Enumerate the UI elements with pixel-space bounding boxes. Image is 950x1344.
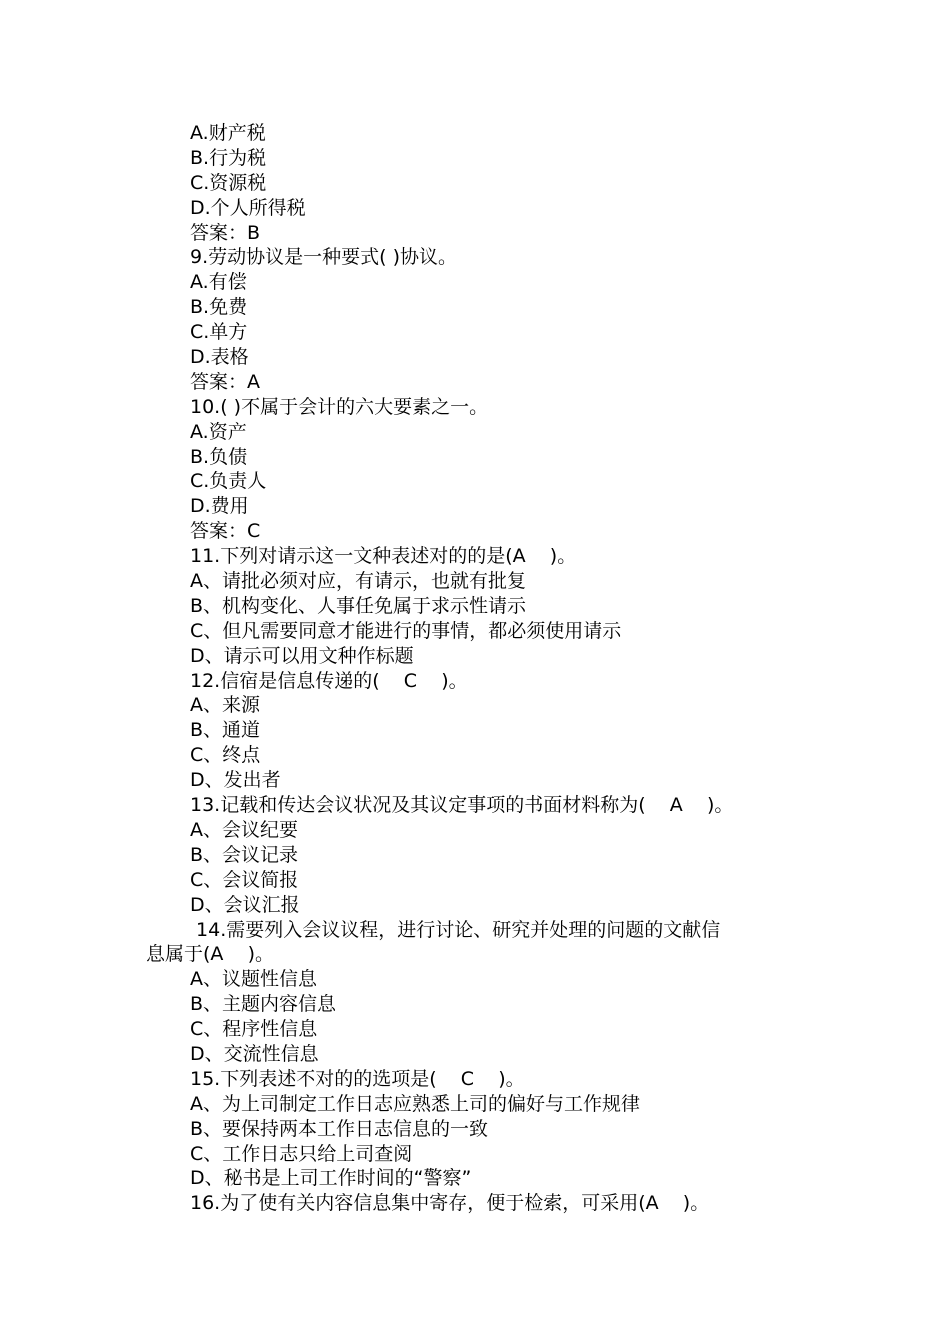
question-12: 12.信宿是信息传递的( C )。	[190, 669, 468, 692]
option-line: B、机构变化、人事任免属于求示性请示	[190, 594, 527, 617]
question-9: 9.劳动协议是一种要式( )协议。	[190, 246, 457, 269]
option-line: D、发出者	[190, 769, 281, 792]
option-line: C、程序性信息	[190, 1018, 318, 1041]
option-line: B.行为税	[190, 146, 267, 169]
option-line: D.个人所得税	[190, 196, 306, 219]
option-line: B、通道	[190, 719, 261, 742]
question-14-line-2: 息属于(A )。	[146, 943, 274, 966]
option-line: A、会议纪要	[190, 818, 298, 841]
option-line: C、工作日志只给上司查阅	[190, 1142, 413, 1165]
option-line: C、终点	[190, 744, 261, 767]
option-line: C、但凡需要同意才能进行的事情，都必须使用请示	[190, 619, 622, 642]
answer-line: 答案：C	[190, 520, 261, 543]
question-14	[146, 918, 810, 968]
option-line: B.免费	[190, 296, 248, 319]
option-line: B、主题内容信息	[190, 993, 337, 1016]
option-line: C.资源税	[190, 171, 267, 194]
option-line: A、议题性信息	[190, 968, 317, 991]
option-line: A.资产	[190, 420, 247, 443]
question-15: 15.下列表述不对的的选项是( C )。	[190, 1067, 525, 1090]
option-line: D、请示可以用文种作标题	[190, 644, 414, 667]
option-line: B、要保持两本工作日志信息的一致	[190, 1117, 489, 1140]
option-line: A、为上司制定工作日志应熟悉上司的偏好与工作规律	[190, 1092, 640, 1115]
option-line: D.费用	[190, 495, 249, 518]
option-line: B、会议记录	[190, 843, 299, 866]
document-body	[146, 121, 810, 1216]
option-line: A、请批必须对应，有请示，也就有批复	[190, 570, 526, 593]
answer-line: 答案：A	[190, 370, 260, 393]
option-line: B.负债	[190, 445, 248, 468]
question-13: 13.记载和传达会议状况及其议定事项的书面材料称为( A )。	[190, 794, 734, 817]
option-line: D.表格	[190, 346, 249, 369]
option-line: A.有偿	[190, 271, 247, 294]
option-line: C.负责人	[190, 470, 267, 493]
answer-line: 答案：B	[190, 221, 261, 244]
question-10: 10.( )不属于会计的六大要素之一。	[190, 395, 489, 418]
option-line: A.财产税	[190, 122, 266, 144]
question-14-line-1: 14.需要列入会议议程，进行讨论、研究并处理的问题的文献信	[190, 918, 721, 941]
question-16: 16.为了使有关内容信息集中寄存，便于检索，可采用(A )。	[190, 1192, 710, 1215]
question-11: 11.下列对请示这一文种表述对的的是(A )。	[190, 545, 577, 568]
option-line: A、来源	[190, 694, 260, 717]
option-line: D、秘书是上司工作时间的“警察”	[190, 1167, 472, 1190]
option-line: D、交流性信息	[190, 1042, 319, 1065]
option-line: D、会议汇报	[190, 893, 300, 916]
option-line: C、会议简报	[190, 868, 299, 891]
option-line: C.单方	[190, 321, 248, 344]
